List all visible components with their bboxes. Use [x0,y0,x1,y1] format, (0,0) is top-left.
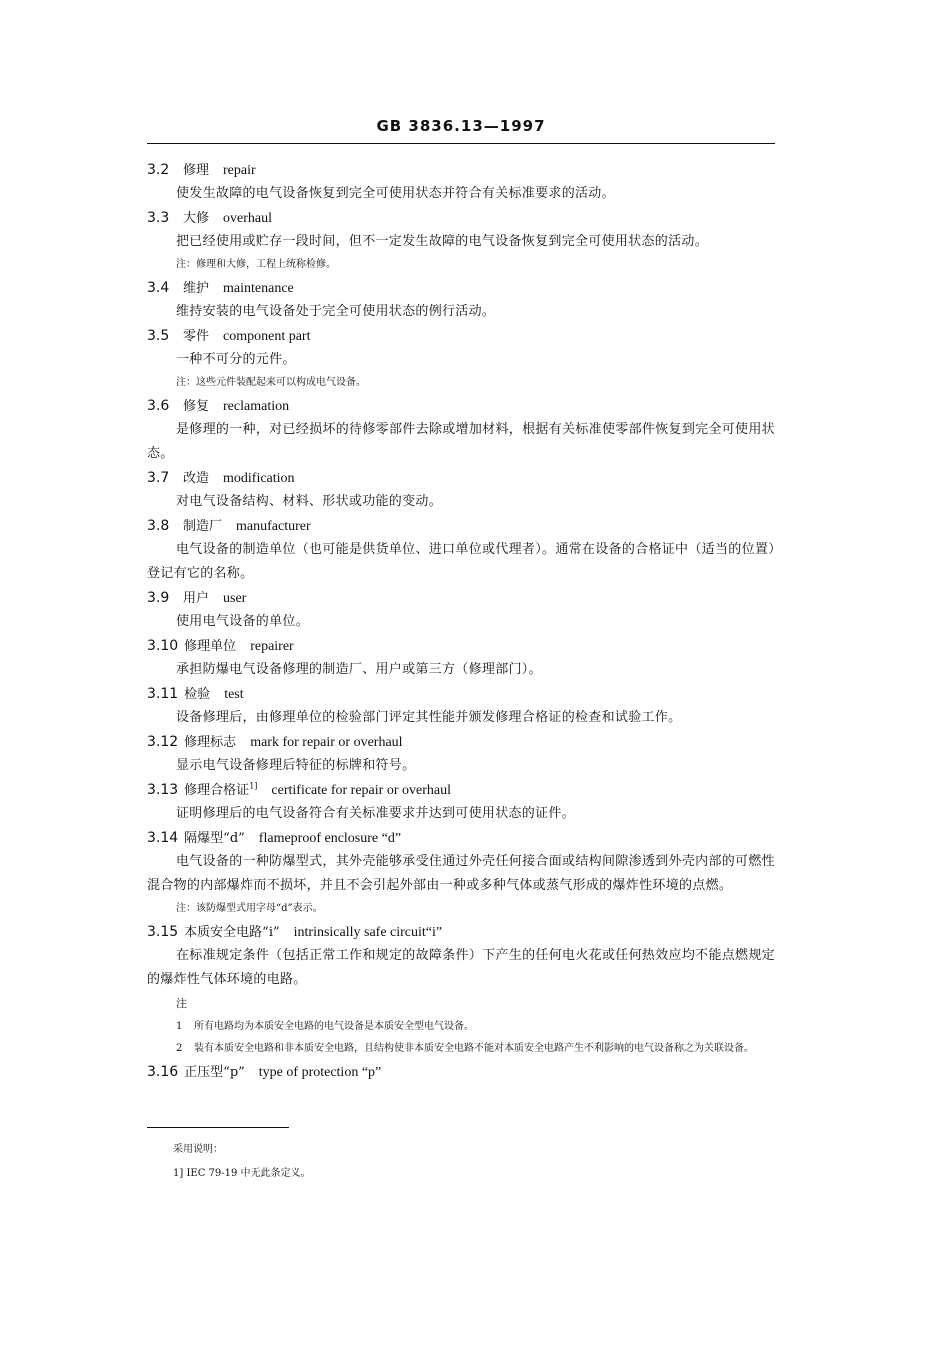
term-heading [147,394,775,418]
term-chinese-text: 零件 [183,329,210,344]
term-number: 3.11 [147,686,179,702]
note-item [147,1016,775,1038]
term-number: 3.6 [147,398,170,414]
term-definition: 电气设备的制造单位（也可能是供货单位、进口单位或代理者）。通常在设备的合格证中（适当的位置）登记有它的名称。 [147,542,775,581]
term-chinese [183,519,222,534]
term-english: reclamation [223,399,290,414]
note-item-text: 装有本质安全电路和非本质安全电路，且结构使非本质安全电路不能对本质安全电路产生不利影响的电气设备称之为关联设备。 [194,1043,754,1054]
term-number: 3.16 [147,1064,179,1080]
term-definition: 使用电气设备的单位。 [176,614,310,629]
term-english: repair [223,163,256,178]
term-chinese-text: 检验 [184,687,211,702]
term-english: modification [223,471,295,486]
term-english: maintenance [223,281,294,296]
term-number: 3.7 [147,470,170,486]
term-definition: 对电气设备结构、材料、形状或功能的变动。 [176,494,443,509]
term-number: 3.4 [147,280,170,296]
term-chinese-text: 隔爆型“d” [184,831,245,846]
term-chinese [183,281,209,296]
term-chinese [184,639,236,654]
term-chinese [184,687,210,702]
term-number: 3.5 [147,328,170,344]
term-entry [147,730,775,778]
page-header: GB 3836.13—1997 [376,117,546,135]
term-entry [147,778,775,826]
term-number: 3.13 [147,782,179,798]
term-entry [147,514,775,586]
term-heading [147,634,775,658]
term-chinese-text: 正压型“p” [184,1065,245,1080]
term-chinese [183,329,209,344]
term-english: component part [223,329,311,344]
term-chinese-text: 改造 [183,471,210,486]
term-heading [147,158,775,182]
note-item-number: 2 [176,1043,183,1054]
term-definition: 使发生故障的电气设备恢复到完全可使用状态并符合有关标准要求的活动。 [176,186,615,201]
term-heading [147,514,775,538]
footnote-rule [147,1127,289,1128]
term-heading [147,682,775,706]
term-definition: 设备修理后，由修理单位的检验部门评定其性能并颁发修理合格证的检查和试验工作。 [176,710,682,725]
term-heading [147,206,775,230]
term-english: intrinsically safe circuit“i” [293,925,443,940]
term-chinese-text: 修理单位 [184,639,237,654]
term-english: flameproof enclosure “d” [258,831,402,846]
footnote-label: 采用说明： [173,1144,223,1155]
term-definition: 承担防爆电气设备修理的制造厂、用户或第三方（修理部门）。 [176,662,542,677]
term-chinese-text: 本质安全电路“i” [184,925,280,940]
term-chinese [184,831,245,846]
term-heading [147,276,775,300]
term-entry [147,394,775,466]
term-entry [147,324,775,394]
term-number: 3.14 [147,830,179,846]
term-entry [147,682,775,730]
term-entry [147,586,775,634]
term-chinese-text: 大修 [183,211,210,226]
term-chinese [184,783,257,798]
term-definition: 在标准规定条件（包括正常工作和规定的故障条件）下产生的任何电火花或任何热效应均不能点燃规定的爆炸性气体环境的电路。 [147,948,775,987]
term-chinese-text: 维护 [183,281,210,296]
term-number: 3.12 [147,734,179,750]
term-entry [147,466,775,514]
term-chinese [183,471,209,486]
term-definition: 一种不可分的元件。 [176,352,296,367]
term-number: 3.9 [147,590,170,606]
term-english: test [224,687,244,702]
term-chinese-text: 修复 [183,399,210,414]
term-chinese [184,1065,245,1080]
term-english: mark for repair or overhaul [250,735,403,750]
term-number: 3.3 [147,210,170,226]
header-rule [147,143,775,144]
term-note: 注：这些元件装配起来可以构成电气设备。 [176,377,366,388]
term-definition: 把已经使用或贮存一段时间，但不一定发生故障的电气设备恢复到完全可使用状态的活动。 [176,234,709,249]
term-heading [147,778,775,802]
term-entry [147,920,775,1060]
footnote [173,1138,773,1186]
term-chinese-text: 修理合格证 [184,783,250,798]
term-heading [147,730,775,754]
term-heading [147,920,775,944]
term-chinese [184,735,236,750]
footnote-reference: 1] [249,781,258,791]
term-chinese [183,399,209,414]
term-note: 注：该防爆型式用字母“d”表示。 [176,903,323,914]
term-note: 注：修理和大修，工程上统称检修。 [176,259,336,270]
term-entry [147,206,775,276]
term-heading [147,324,775,348]
term-chinese [183,163,209,178]
term-definition: 显示电气设备修理后特征的标牌和符号。 [176,758,416,773]
note-label: 注 [176,997,187,1010]
footnote-text: 1] IEC 79-19 中无此条定义。 [173,1168,311,1179]
term-entry [147,1060,775,1084]
term-entry [147,276,775,324]
term-definition: 证明修理后的电气设备符合有关标准要求并达到可使用状态的证件。 [176,806,576,821]
term-english: manufacturer [236,519,311,534]
term-heading [147,466,775,490]
document-body [147,158,775,1084]
term-chinese-text: 修理标志 [184,735,237,750]
term-entry [147,634,775,682]
term-definition: 电气设备的一种防爆型式，其外壳能够承受住通过外壳任何接合面或结构间隙渗透到外壳内部的可燃性混合物的内部爆炸而不损坏，并且不会引起外部由一种或多种气体或蒸气形成的爆炸性环境的点燃。 [147,854,775,893]
term-number: 3.15 [147,924,179,940]
term-number: 3.10 [147,638,179,654]
term-heading [147,826,775,850]
term-chinese-text: 修理 [183,163,210,178]
term-chinese [183,211,209,226]
term-english: certificate for repair or overhaul [271,783,451,798]
term-chinese-text: 制造厂 [183,519,223,534]
note-item-text: 所有电路均为本质安全电路的电气设备是本质安全型电气设备。 [194,1021,474,1032]
term-chinese [183,591,209,606]
term-number: 3.2 [147,162,170,178]
term-entry [147,158,775,206]
term-chinese [184,925,279,940]
term-chinese-text: 用户 [183,591,210,606]
note-item-number: 1 [176,1021,183,1032]
term-heading [147,1060,775,1084]
term-english: user [223,591,247,606]
term-heading [147,586,775,610]
term-english: overhaul [223,211,272,226]
note-item [147,1038,775,1060]
term-english: type of protection “p” [258,1065,382,1080]
term-english: repairer [250,639,294,654]
term-entry [147,826,775,920]
term-definition: 维持安装的电气设备处于完全可使用状态的例行活动。 [176,304,496,319]
term-definition: 是修理的一种，对已经损坏的待修零部件去除或增加材料，根据有关标准使零部件恢复到完全可使用状态。 [147,422,775,461]
term-number: 3.8 [147,518,170,534]
